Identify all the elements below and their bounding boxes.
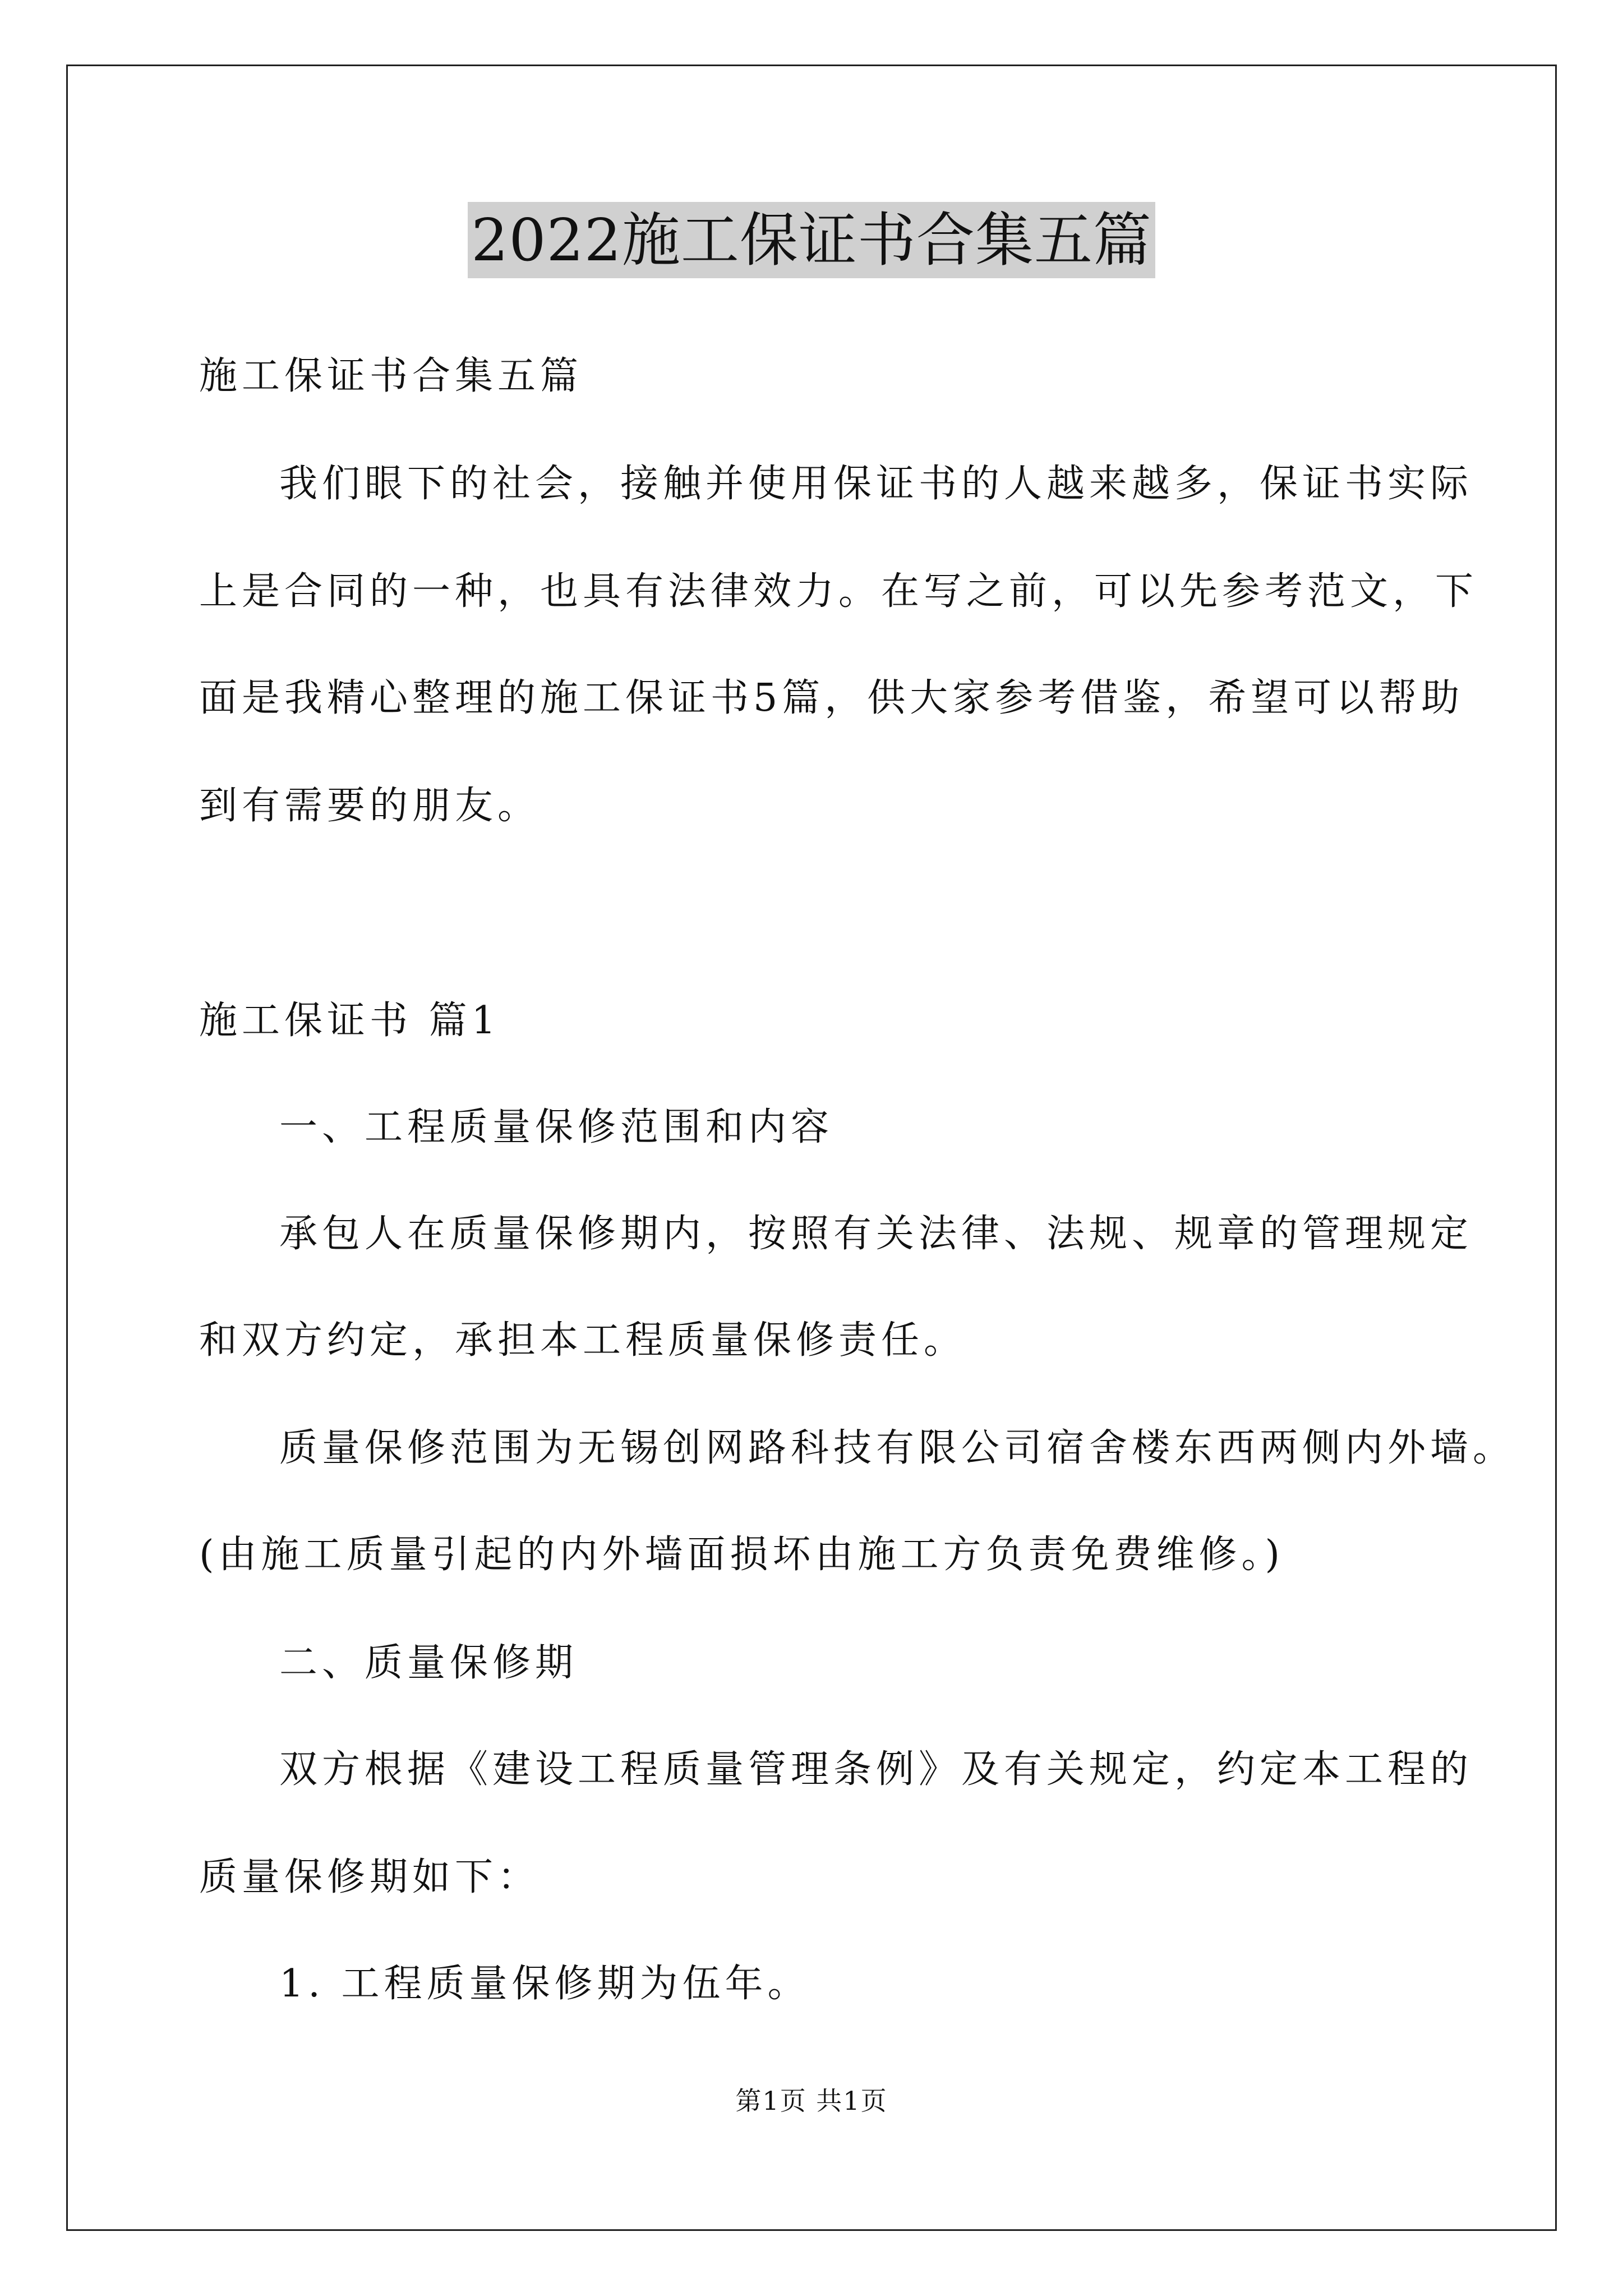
list-item: 1. 工程质量保修期为伍年。 (279, 1962, 810, 2006)
item-heading-scope: 一、工程质量保修范围和内容 (279, 1105, 834, 1149)
document-subtitle: 施工保证书合集五篇 (199, 354, 583, 398)
page-footer: 第1页 共1页 (735, 2086, 888, 2116)
intro-line-2: 上是合同的一种，也具有法律效力。在写之前，可以先参考范文，下 (199, 569, 1478, 614)
title-container (0, 202, 1623, 278)
paragraph-line: 质量保修范围为无锡创网路科技有限公司宿舍楼东西两侧内外墙。 (279, 1426, 1516, 1470)
paragraph-line: 质量保修期如下： (199, 1855, 541, 1899)
section-heading: 施工保证书 篇1 (199, 999, 500, 1043)
intro-line-4: 到有需要的朋友。 (199, 784, 541, 828)
paragraph-line: 承包人在质量保修期内，按照有关法律、法规、规章的管理规定 (279, 1212, 1473, 1256)
item-heading-warranty-period: 二、质量保修期 (279, 1641, 578, 1685)
intro-line-1: 我们眼下的社会，接触并使用保证书的人越来越多，保证书实际 (279, 462, 1473, 506)
intro-line-3: 面是我精心整理的施工保证书5篇，供大家参考借鉴，希望可以帮助 (199, 676, 1464, 720)
paragraph-line: 和双方约定，承担本工程质量保修责任。 (199, 1318, 967, 1363)
document-title: 2022施工保证书合集五篇 (468, 202, 1155, 278)
paragraph-line: (由施工质量引起的内外墙面损坏由施工方负责免费维修。) (199, 1533, 1285, 1577)
paragraph-line: 双方根据《建设工程质量管理条例》及有关规定，约定本工程的 (279, 1747, 1473, 1792)
